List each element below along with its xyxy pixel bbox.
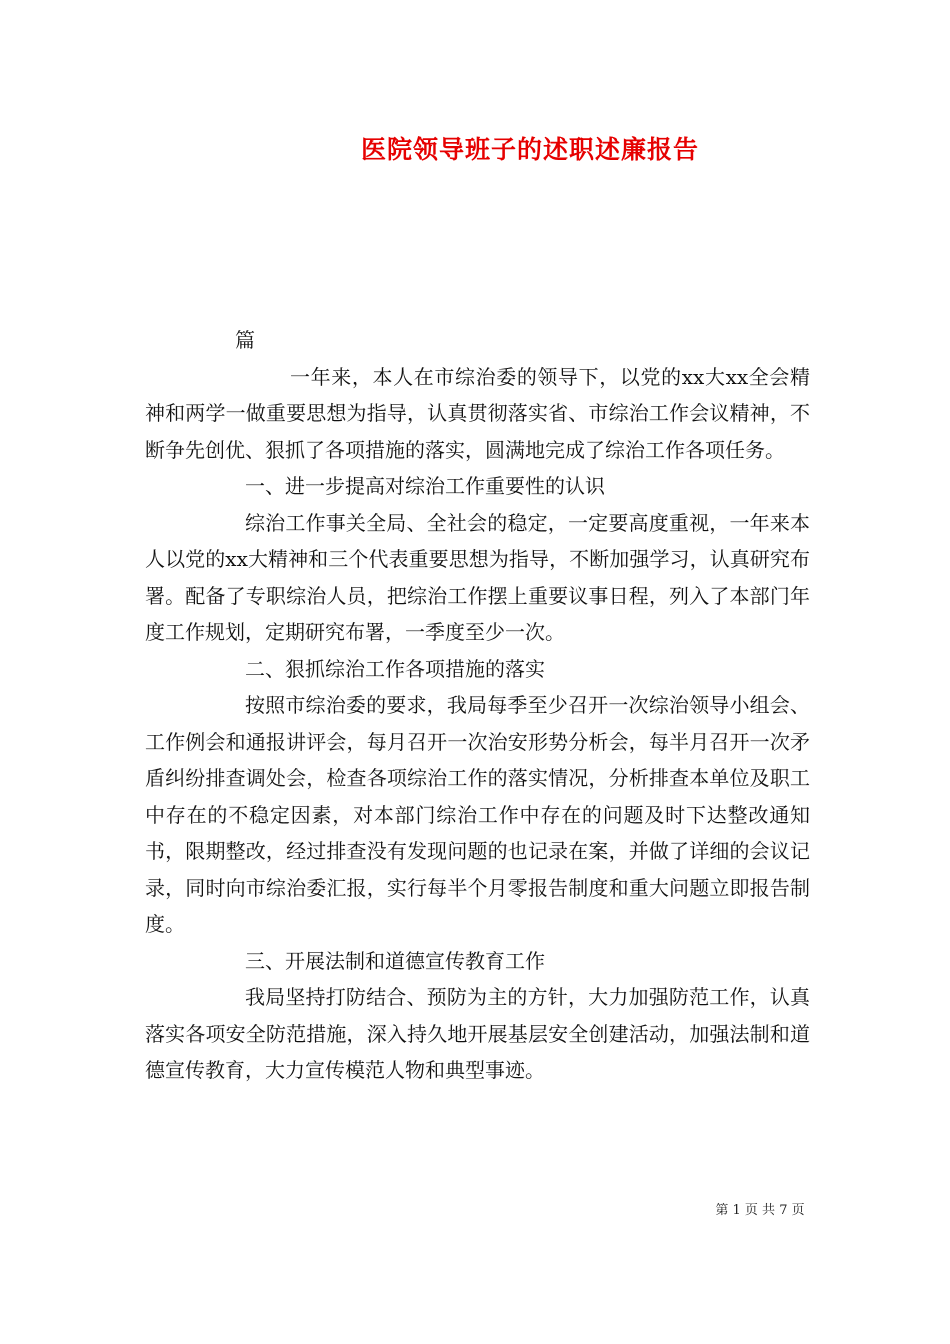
section-paragraph-1: 综治工作事关全局、全社会的稳定，一定要高度重视，一年来本人以党的xx大精神和三个代表重要思想为指导，不断加强学习，认真研究布署。配备了专职综治人员，把综治工作摆上重要议事日程，列入了本部门年度工作规划，定期研究布署，一季度至少一次。: [145, 510, 810, 644]
pian-label: 篇: [235, 328, 255, 352]
section-paragraph-2: 按照市综治委的要求，我局每季至少召开一次综治领导小组会、工作例会和通报讲评会，每月召开一次治安形势分析会，每半月召开一次矛盾纠纷排查调处会，检查各项综治工作的落实情况，分析排查本单位及职工中存在的不稳定因素，对本部门综治工作中存在的问题及时下达整改通知书，限期整改，经过排查没有发现问题的也记录在案，并做了详细的会议记录，同时向市综治委汇报，实行每半个月零报告制度和重大问题立即报告制度。: [145, 693, 810, 936]
page-number-footer: 第 1 页 共 7 页: [715, 1203, 805, 1218]
section-heading-1: 一、进一步提高对综治工作重要性的认识: [245, 474, 605, 498]
section-paragraph-3: 我局坚持打防结合、预防为主的方针，大力加强防范工作，认真落实各项安全防范措施，深入持久地开展基层安全创建活动，加强法制和道德宣传教育，大力宣传模范人物和典型事迹。: [145, 985, 810, 1082]
document-body: [145, 322, 810, 1089]
section-heading-3: 三、开展法制和道德宣传教育工作: [245, 948, 545, 973]
intro-paragraph: 一年来，本人在市综治委的领导下，以党的xx大xx全会精神和两学一做重要思想为指导，认真贯彻落实省、市综治工作会议精神，不断争先创优、狠抓了各项措施的落实，圆满地完成了综治工作各项任务。: [145, 364, 810, 462]
section-heading-2: 二、狠抓综治工作各项措施的落实: [245, 656, 545, 681]
document-title: 医院领导班子的述职述廉报告: [360, 135, 699, 164]
